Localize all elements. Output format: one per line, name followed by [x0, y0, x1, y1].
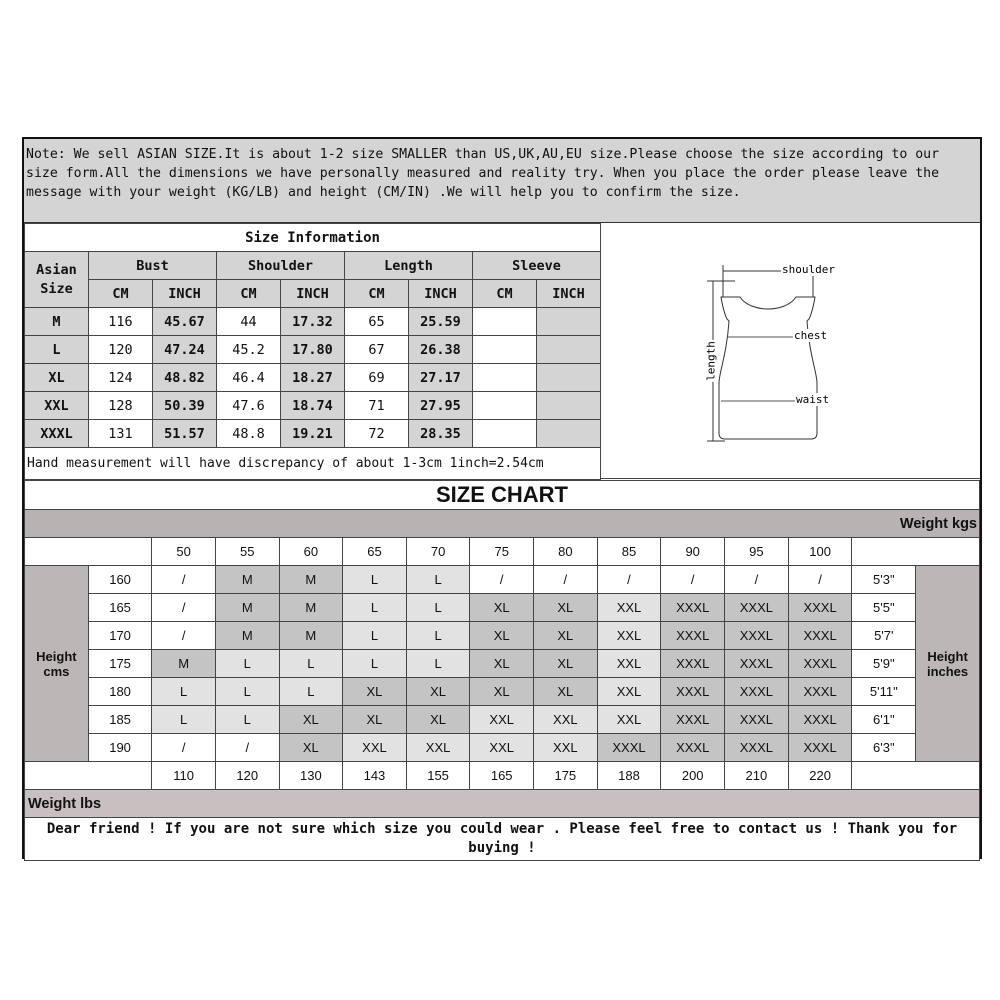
- size-cell: XXXL: [661, 678, 725, 706]
- size-cell: XXL: [470, 734, 534, 762]
- size-cell: /: [725, 566, 789, 594]
- length-cm: 72: [345, 420, 409, 448]
- length-cm: 69: [345, 364, 409, 392]
- weight-lb: 200: [661, 762, 725, 790]
- size-cell: XXL: [534, 706, 598, 734]
- height-cm: 180: [88, 678, 152, 706]
- size-cell: XXXL: [788, 650, 852, 678]
- shoulder-inch: 17.32: [281, 308, 345, 336]
- size-label: XXXL: [25, 420, 89, 448]
- weight-kg: 85: [597, 538, 661, 566]
- garment-diagram: [600, 223, 980, 479]
- size-cell: L: [215, 650, 279, 678]
- size-cell: M: [215, 566, 279, 594]
- size-chart-row: [25, 566, 980, 594]
- table-row: [25, 392, 601, 420]
- unit-header: CM: [345, 280, 409, 308]
- size-label: XL: [25, 364, 89, 392]
- size-cell: XXXL: [661, 594, 725, 622]
- weight-lb: 165: [470, 762, 534, 790]
- height-inch: 5'11": [852, 678, 916, 706]
- table-row: [25, 336, 601, 364]
- height-cm: 175: [88, 650, 152, 678]
- size-cell: L: [152, 678, 216, 706]
- size-cell: XXXL: [788, 706, 852, 734]
- height-inch: 6'1": [852, 706, 916, 734]
- size-cell: M: [279, 622, 343, 650]
- bust-inch: 48.82: [153, 364, 217, 392]
- size-cell: XXXL: [725, 678, 789, 706]
- table-row: [25, 308, 601, 336]
- size-cell: /: [470, 566, 534, 594]
- shoulder-label: shoulder: [782, 263, 835, 276]
- bust-inch: 50.39: [153, 392, 217, 420]
- bust-cm: 120: [89, 336, 153, 364]
- size-cell: XXXL: [788, 594, 852, 622]
- unit-header: CM: [89, 280, 153, 308]
- size-cell: XXXL: [788, 678, 852, 706]
- weight-kg: 65: [343, 538, 407, 566]
- weight-lb: 120: [215, 762, 279, 790]
- sleeve-inch: [537, 420, 601, 448]
- size-info-title: Size Information: [25, 224, 601, 252]
- weight-lb: 130: [279, 762, 343, 790]
- size-cell: XXL: [406, 734, 470, 762]
- unit-header: CM: [473, 280, 537, 308]
- height-inch: 5'5": [852, 594, 916, 622]
- height-inch: 5'9": [852, 650, 916, 678]
- size-cell: XL: [534, 622, 598, 650]
- height-inches-label: Height inches: [916, 566, 980, 762]
- chest-label: chest: [794, 329, 828, 342]
- size-chart-row: [25, 678, 980, 706]
- height-cm: 160: [88, 566, 152, 594]
- length-inch: 26.38: [409, 336, 473, 364]
- size-chart-row: [25, 734, 980, 762]
- size-label: M: [25, 308, 89, 336]
- size-cell: XL: [470, 594, 534, 622]
- size-cell: XL: [343, 678, 407, 706]
- weight-kg: 90: [661, 538, 725, 566]
- size-cell: XL: [279, 706, 343, 734]
- sleeve-cm: [473, 420, 537, 448]
- weight-lb: 220: [788, 762, 852, 790]
- size-cell: XXL: [597, 650, 661, 678]
- size-cell: XL: [470, 622, 534, 650]
- unit-header: INCH: [153, 280, 217, 308]
- weight-lb: 155: [406, 762, 470, 790]
- size-cell: /: [534, 566, 598, 594]
- size-cell: XXL: [470, 706, 534, 734]
- size-cell: M: [152, 650, 216, 678]
- size-cell: XXXL: [725, 706, 789, 734]
- measurement-footnote: Hand measurement will have discrepancy of about 1-3cm 1inch=2.54cm: [25, 448, 601, 480]
- weight-lb: 188: [597, 762, 661, 790]
- size-cell: L: [343, 650, 407, 678]
- size-cell: XL: [279, 734, 343, 762]
- size-cell: /: [597, 566, 661, 594]
- bust-inch: 47.24: [153, 336, 217, 364]
- unit-header: INCH: [537, 280, 601, 308]
- size-cell: XXXL: [661, 650, 725, 678]
- size-cell: /: [152, 594, 216, 622]
- sleeve-inch: [537, 308, 601, 336]
- shoulder-inch: 18.74: [281, 392, 345, 420]
- sleeve-cm: [473, 336, 537, 364]
- size-cell: XL: [534, 678, 598, 706]
- size-chart-title: SIZE CHART: [25, 481, 980, 510]
- size-cell: /: [152, 566, 216, 594]
- size-label: L: [25, 336, 89, 364]
- length-cm: 65: [345, 308, 409, 336]
- weight-kg: 100: [788, 538, 852, 566]
- length-inch: 27.17: [409, 364, 473, 392]
- bust-header: Bust: [89, 252, 217, 280]
- height-cm: 165: [88, 594, 152, 622]
- unit-header: CM: [217, 280, 281, 308]
- bust-cm: 131: [89, 420, 153, 448]
- waist-label: waist: [796, 393, 830, 406]
- size-cell: XL: [343, 706, 407, 734]
- sleeve-cm: [473, 364, 537, 392]
- bust-cm: 116: [89, 308, 153, 336]
- size-cell: XXL: [597, 678, 661, 706]
- height-cm: 185: [88, 706, 152, 734]
- size-label: XXL: [25, 392, 89, 420]
- sleeve-inch: [537, 336, 601, 364]
- size-cell: L: [215, 706, 279, 734]
- size-cell: XXL: [534, 734, 598, 762]
- sleeve-header: Sleeve: [473, 252, 601, 280]
- size-cell: L: [406, 594, 470, 622]
- length-cm: 71: [345, 392, 409, 420]
- table-row: [25, 420, 601, 448]
- size-cell: XXL: [343, 734, 407, 762]
- sleeve-cm: [473, 392, 537, 420]
- weight-kg: 70: [406, 538, 470, 566]
- size-chart-row: [25, 650, 980, 678]
- size-cell: M: [279, 566, 343, 594]
- shoulder-inch: 19.21: [281, 420, 345, 448]
- weight-kgs-label: Weight kgs: [25, 510, 980, 538]
- weight-lb: 210: [725, 762, 789, 790]
- shoulder-cm: 44: [217, 308, 281, 336]
- weight-lb-row: [25, 762, 980, 790]
- height-inch: 5'7': [852, 622, 916, 650]
- length-header: Length: [345, 252, 473, 280]
- length-inch: 27.95: [409, 392, 473, 420]
- weight-kg-row: [25, 538, 980, 566]
- size-cell: M: [215, 594, 279, 622]
- size-cell: L: [343, 566, 407, 594]
- size-cell: M: [215, 622, 279, 650]
- shoulder-header: Shoulder: [217, 252, 345, 280]
- size-cell: L: [152, 706, 216, 734]
- weight-lb: 175: [534, 762, 598, 790]
- size-cell: /: [788, 566, 852, 594]
- size-chart-row: [25, 594, 980, 622]
- sleeve-inch: [537, 392, 601, 420]
- weight-kg: 75: [470, 538, 534, 566]
- bust-cm: 124: [89, 364, 153, 392]
- shoulder-cm: 47.6: [217, 392, 281, 420]
- size-cell: L: [343, 594, 407, 622]
- size-note: Note: We sell ASIAN SIZE.It is about 1-2 size SMALLER than US,UK,AU,EU size.Please choose the size according to our size form.All the dimensions we have personally measured and reality try. When you place the order please leave the message with your weight (KG/LB) and height (CM/IN) .We will help you to confirm the size.: [24, 139, 980, 223]
- size-cell: XL: [406, 706, 470, 734]
- length-cm: 67: [345, 336, 409, 364]
- size-guide: [22, 137, 982, 859]
- size-cell: XXXL: [725, 734, 789, 762]
- size-cell: XL: [406, 678, 470, 706]
- size-cell: XXL: [597, 706, 661, 734]
- shoulder-cm: 46.4: [217, 364, 281, 392]
- size-cell: /: [152, 734, 216, 762]
- size-cell: XL: [534, 650, 598, 678]
- size-cell: XXXL: [725, 594, 789, 622]
- unit-header: INCH: [281, 280, 345, 308]
- shoulder-cm: 48.8: [217, 420, 281, 448]
- size-cell: XXXL: [788, 622, 852, 650]
- height-inch: 5'3": [852, 566, 916, 594]
- size-cell: XXL: [597, 622, 661, 650]
- weight-kg: 60: [279, 538, 343, 566]
- height-cm: 190: [88, 734, 152, 762]
- size-chart-table: [24, 480, 980, 861]
- size-cell: /: [215, 734, 279, 762]
- length-label: length: [704, 341, 718, 381]
- size-cell: XL: [470, 678, 534, 706]
- weight-lbs-label: Weight lbs: [25, 790, 980, 818]
- size-cell: M: [279, 594, 343, 622]
- bust-inch: 51.57: [153, 420, 217, 448]
- size-cell: XXXL: [661, 734, 725, 762]
- size-cell: XXL: [597, 594, 661, 622]
- shoulder-inch: 18.27: [281, 364, 345, 392]
- size-cell: XXXL: [725, 650, 789, 678]
- size-cell: XL: [534, 594, 598, 622]
- height-cm: 170: [88, 622, 152, 650]
- size-chart-row: [25, 706, 980, 734]
- size-cell: XXXL: [597, 734, 661, 762]
- vest-outline-icon: [601, 223, 979, 477]
- height-inch: 6'3": [852, 734, 916, 762]
- size-cell: L: [406, 650, 470, 678]
- size-info-table: [24, 223, 601, 480]
- weight-kg: 50: [152, 538, 216, 566]
- footer-message: Dear friend ! If you are not sure which size you could wear . Please feel free to contact us ! Thank you for buying !: [25, 818, 980, 861]
- length-inch: 25.59: [409, 308, 473, 336]
- size-cell: /: [661, 566, 725, 594]
- shoulder-inch: 17.80: [281, 336, 345, 364]
- size-chart-row: [25, 622, 980, 650]
- length-inch: 28.35: [409, 420, 473, 448]
- size-cell: XL: [470, 650, 534, 678]
- bust-cm: 128: [89, 392, 153, 420]
- height-cms-label: Height cms: [25, 566, 89, 762]
- size-cell: XXXL: [788, 734, 852, 762]
- sleeve-inch: [537, 364, 601, 392]
- size-cell: L: [343, 622, 407, 650]
- sleeve-cm: [473, 308, 537, 336]
- size-cell: XXXL: [661, 622, 725, 650]
- weight-kg: 95: [725, 538, 789, 566]
- shoulder-cm: 45.2: [217, 336, 281, 364]
- weight-lb: 143: [343, 762, 407, 790]
- size-cell: L: [279, 678, 343, 706]
- table-row: [25, 364, 601, 392]
- size-cell: L: [215, 678, 279, 706]
- asian-size-header: Asian Size: [25, 252, 89, 308]
- size-cell: L: [406, 622, 470, 650]
- size-cell: L: [406, 566, 470, 594]
- size-cell: L: [279, 650, 343, 678]
- size-cell: /: [152, 622, 216, 650]
- weight-kg: 55: [215, 538, 279, 566]
- weight-kg: 80: [534, 538, 598, 566]
- weight-lb: 110: [152, 762, 216, 790]
- unit-header: INCH: [409, 280, 473, 308]
- size-cell: XXXL: [661, 706, 725, 734]
- bust-inch: 45.67: [153, 308, 217, 336]
- size-cell: XXXL: [725, 622, 789, 650]
